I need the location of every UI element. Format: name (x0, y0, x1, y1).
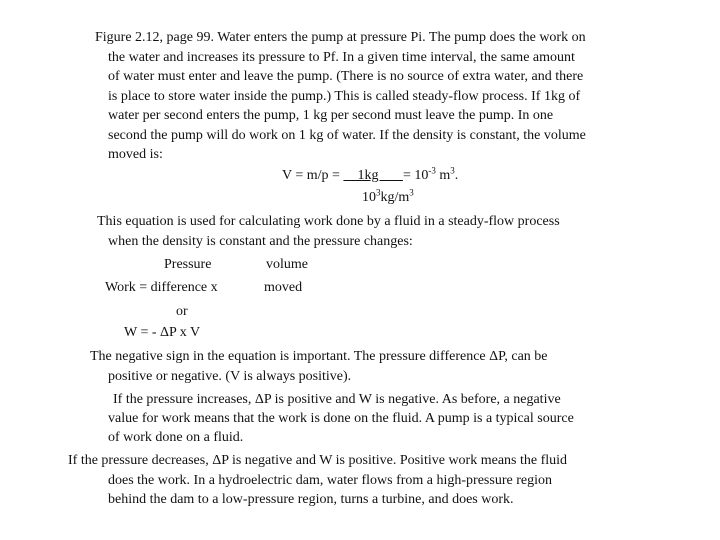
text-line: is place to store water inside the pump.) This is called steady-flow process. If 1kg of (108, 89, 581, 104)
work-equation-or: or (176, 304, 188, 319)
denominator-unit: kg/m (380, 190, 410, 205)
equation-rhs-end: . (454, 168, 459, 183)
text-line: moved is: (108, 147, 163, 162)
text-line: of work done on a fluid. (108, 430, 244, 445)
work-equation-volume-label: volume (266, 257, 308, 272)
text-line: The negative sign in the equation is important. The pressure difference ΔP, can be (90, 349, 548, 364)
equation-rhs-unit-exponent: 3 (450, 165, 455, 176)
text-line: when the density is constant and the pressure changes: (108, 234, 413, 249)
text-line: of water must enter and leave the pump. (There is no source of extra water, and there (108, 69, 584, 84)
text-line: behind the dam to a low-pressure region, turns a turbine, and does work. (108, 492, 514, 507)
text-line: Figure 2.12, page 99. Water enters the pump at pressure Pi. The pump does the work on (95, 30, 586, 45)
equation-lhs: V = m/p = (282, 168, 344, 183)
text-line: water per second enters the pump, 1 kg per second must leave the pump. In one (108, 108, 554, 123)
work-equation-row: Work = difference x (105, 280, 218, 295)
equation-rhs-prefix: = 10 (402, 168, 429, 183)
text-line: positive or negative. (V is always positive). (108, 369, 352, 384)
equation-rhs-unit: m (435, 168, 451, 183)
text-line: second the pump will do work on 1 kg of water. If the density is constant, the volume (108, 128, 586, 143)
text-line: does the work. In a hydroelectric dam, water flows from a high-pressure region (108, 473, 552, 488)
work-equation-formula: W = - ΔP x V (124, 325, 201, 340)
volume-equation-denominator (362, 188, 414, 208)
equation-numerator: 1kg (343, 168, 403, 183)
text-line: This equation is used for calculating work done by a fluid in a steady-flow process (97, 214, 560, 229)
denominator-unit-exponent: 3 (409, 187, 414, 198)
text-line: value for work means that the work is done on the fluid. A pump is a typical source (108, 411, 574, 426)
denominator-exponent: 3 (376, 187, 381, 198)
denominator-base: 10 (362, 190, 376, 205)
text-line: If the pressure decreases, ΔP is negative and W is positive. Positive work means the fluid (68, 453, 568, 468)
work-equation-pressure-label: Pressure (164, 257, 212, 272)
equation-rhs-exponent: -3 (428, 165, 436, 176)
volume-equation-top (282, 166, 458, 186)
text-line: the water and increases its pressure to Pf. In a given time interval, the same amount (108, 50, 575, 65)
work-equation-moved-label: moved (264, 280, 303, 295)
text-line: If the pressure increases, ΔP is positive and W is negative. As before, a negative (113, 392, 561, 407)
